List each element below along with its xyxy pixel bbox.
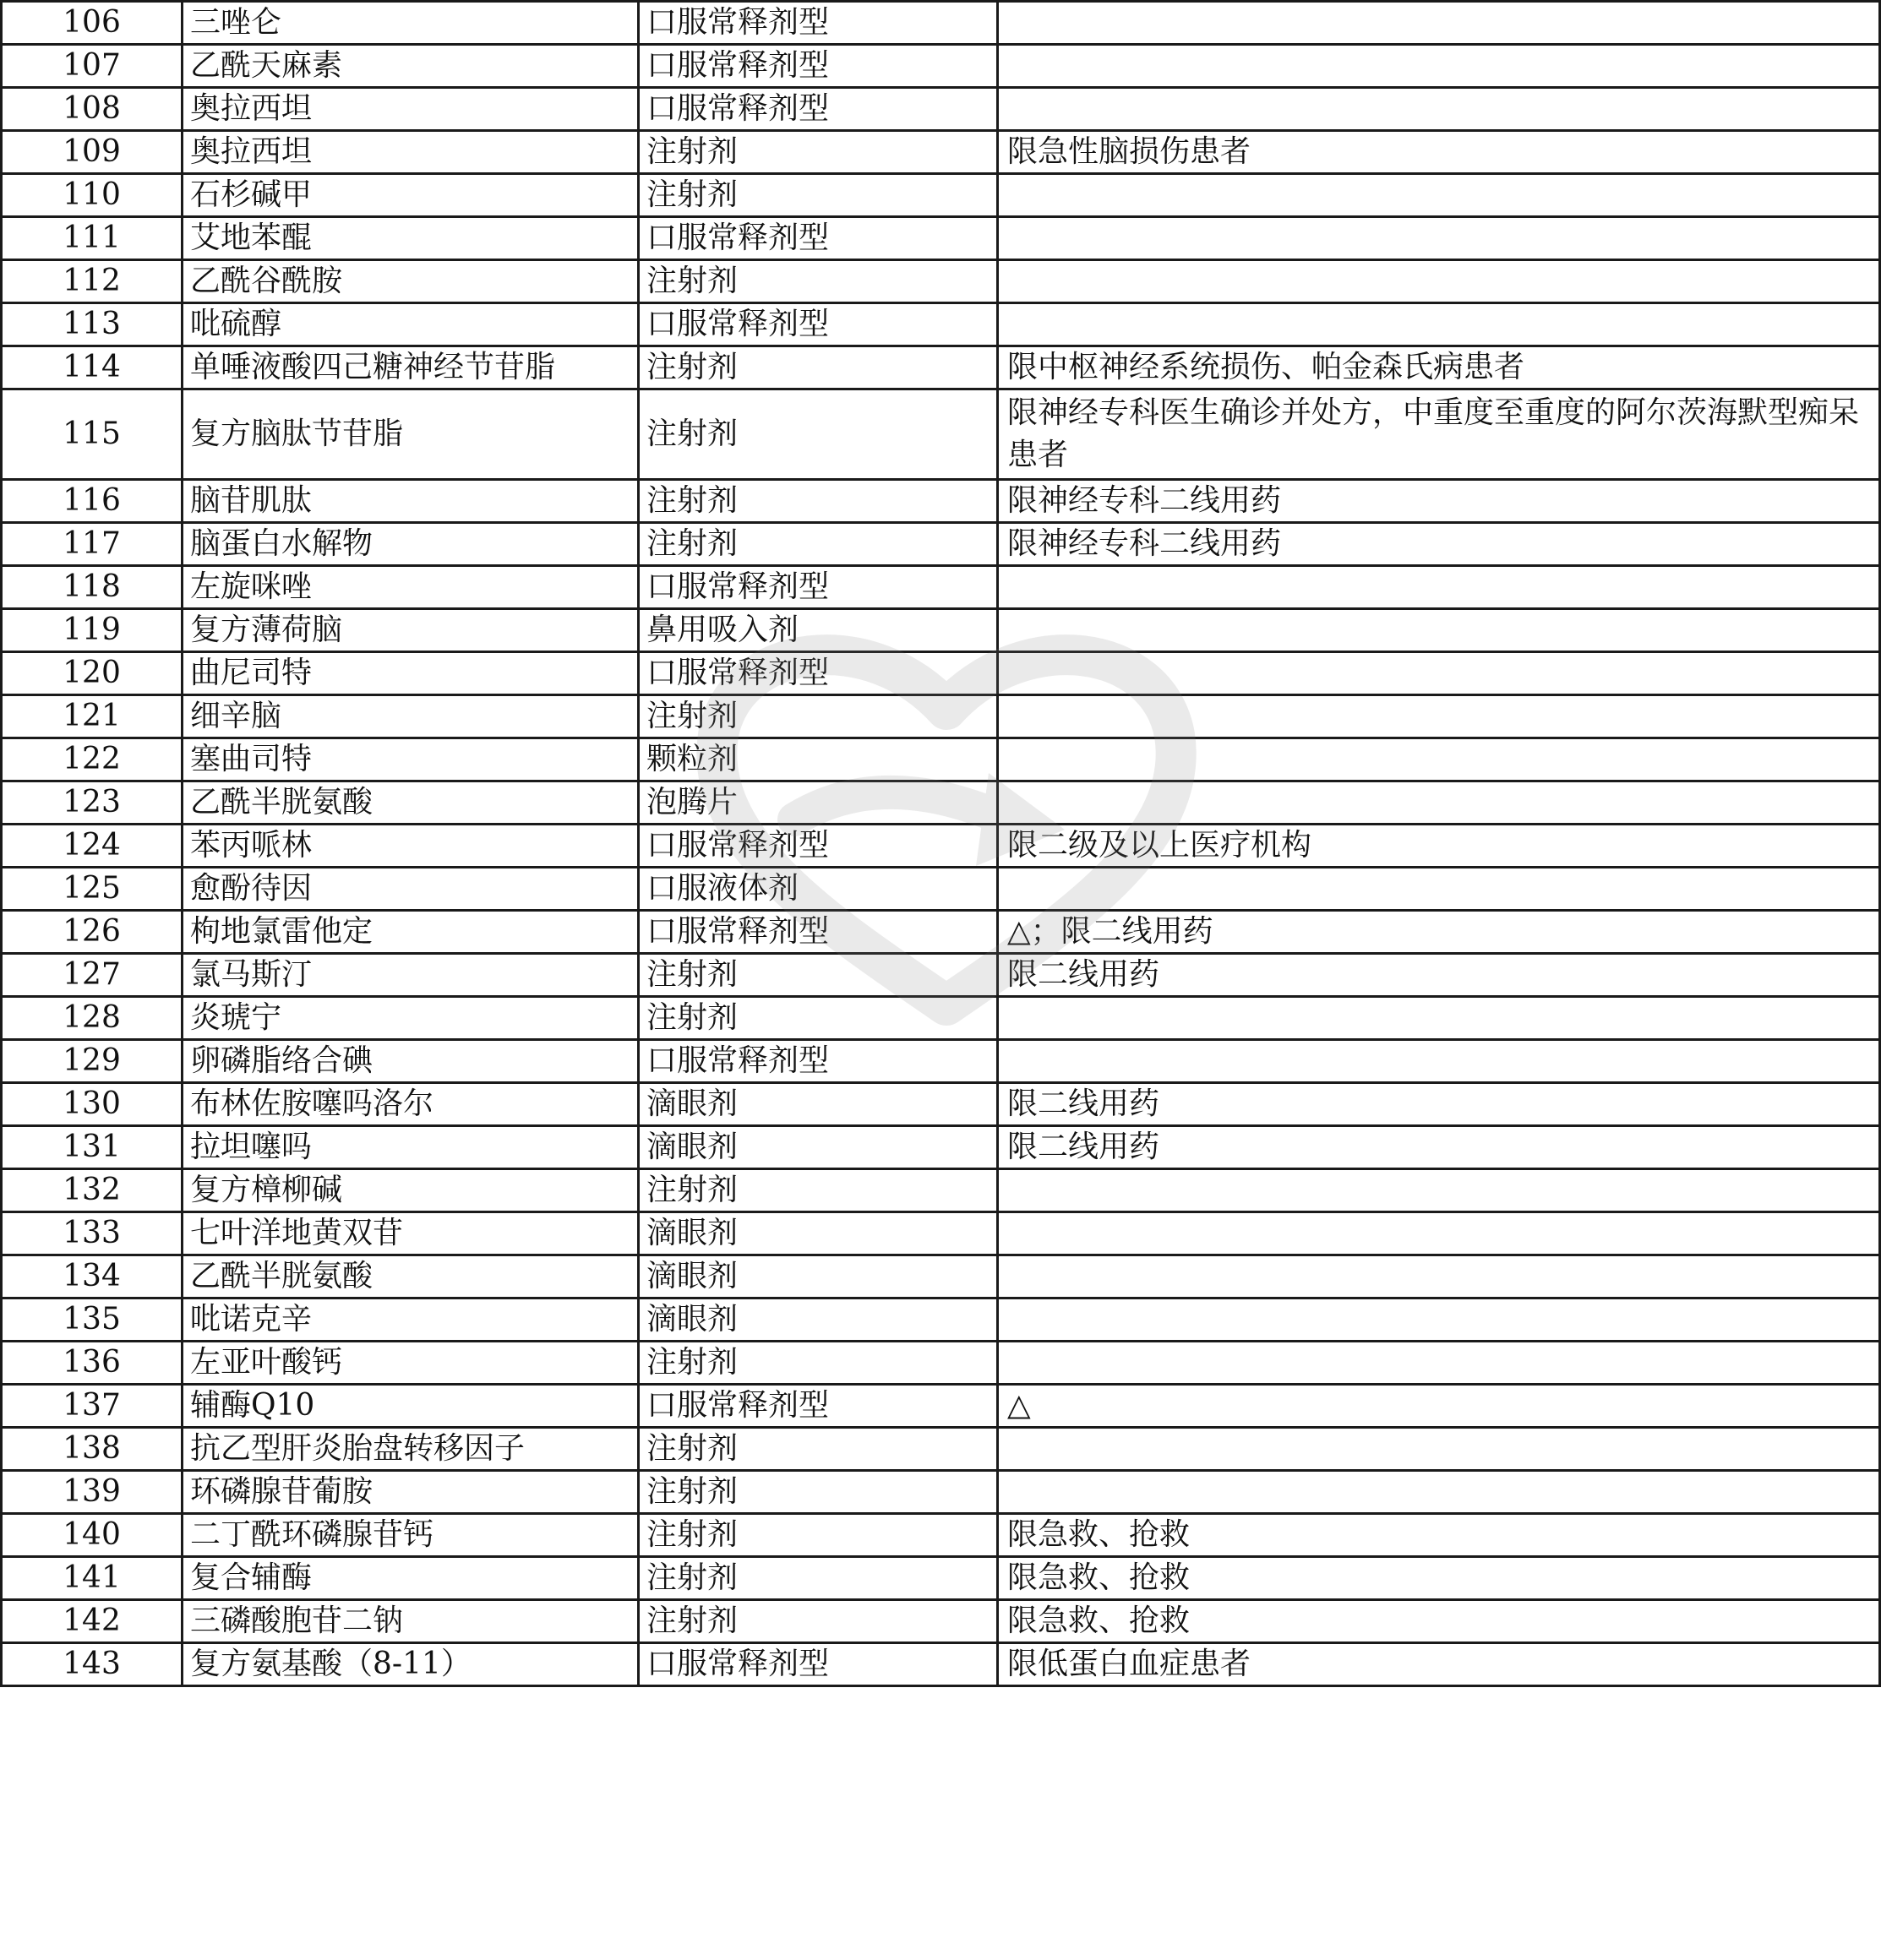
restriction-note-cell <box>998 997 1880 1040</box>
row-number-cell: 137 <box>2 1385 183 1428</box>
restriction-note-cell <box>998 88 1880 131</box>
drug-name-cell: 复方薄荷脑 <box>183 609 639 652</box>
table-row <box>2 45 1880 88</box>
drug-name-cell: 艾地苯醌 <box>183 217 639 260</box>
restriction-note-cell <box>998 1298 1880 1342</box>
drug-name-cell: 石杉碱甲 <box>183 174 639 217</box>
table-row <box>2 609 1880 652</box>
row-number-cell: 122 <box>2 738 183 781</box>
dosage-form-cell: 口服常释剂型 <box>639 652 998 695</box>
table-row <box>2 303 1880 346</box>
table-row <box>2 868 1880 911</box>
restriction-note-cell: △ <box>998 1385 1880 1428</box>
dosage-form-cell: 口服常释剂型 <box>639 825 998 868</box>
dosage-form-cell: 口服常释剂型 <box>639 911 998 954</box>
dosage-form-cell: 注射剂 <box>639 1514 998 1557</box>
table-row <box>2 1342 1880 1385</box>
table-row <box>2 88 1880 131</box>
table-row <box>2 480 1880 523</box>
row-number-cell: 106 <box>2 2 183 45</box>
drug-name-cell: 曲尼司特 <box>183 652 639 695</box>
drug-name-cell: 吡硫醇 <box>183 303 639 346</box>
restriction-note-cell <box>998 1212 1880 1255</box>
dosage-form-cell: 注射剂 <box>639 954 998 997</box>
drug-name-cell: 乙酰半胱氨酸 <box>183 1255 639 1298</box>
drug-name-cell: 脑苷肌肽 <box>183 480 639 523</box>
dosage-form-cell: 口服常释剂型 <box>639 1040 998 1083</box>
table-row <box>2 566 1880 609</box>
dosage-form-cell: 滴眼剂 <box>639 1126 998 1169</box>
table-row <box>2 1557 1880 1600</box>
drug-name-cell: 复方樟柳碱 <box>183 1169 639 1212</box>
restriction-note-cell: 限急性脑损伤患者 <box>998 131 1880 174</box>
table-row <box>2 523 1880 566</box>
drug-name-cell: 炎琥宁 <box>183 997 639 1040</box>
restriction-note-cell <box>998 2 1880 45</box>
row-number-cell: 134 <box>2 1255 183 1298</box>
restriction-note-cell: △；限二线用药 <box>998 911 1880 954</box>
table-row <box>2 652 1880 695</box>
restriction-note-cell <box>998 566 1880 609</box>
dosage-form-cell: 口服常释剂型 <box>639 217 998 260</box>
table-row <box>2 1298 1880 1342</box>
dosage-form-cell: 注射剂 <box>639 346 998 389</box>
table-row <box>2 2 1880 45</box>
table-row <box>2 1643 1880 1686</box>
row-number-cell: 116 <box>2 480 183 523</box>
restriction-note-cell <box>998 1428 1880 1471</box>
row-number-cell: 110 <box>2 174 183 217</box>
row-number-cell: 135 <box>2 1298 183 1342</box>
drug-name-cell: 乙酰谷酰胺 <box>183 260 639 303</box>
drug-name-cell: 左亚叶酸钙 <box>183 1342 639 1385</box>
dosage-form-cell: 注射剂 <box>639 1342 998 1385</box>
restriction-note-cell: 限急救、抢救 <box>998 1600 1880 1643</box>
table-row <box>2 997 1880 1040</box>
restriction-note-cell <box>998 652 1880 695</box>
restriction-note-cell: 限急救、抢救 <box>998 1514 1880 1557</box>
row-number-cell: 127 <box>2 954 183 997</box>
restriction-note-cell <box>998 174 1880 217</box>
drug-name-cell: 卵磷脂络合碘 <box>183 1040 639 1083</box>
dosage-form-cell: 注射剂 <box>639 1428 998 1471</box>
restriction-note-cell <box>998 868 1880 911</box>
row-number-cell: 141 <box>2 1557 183 1600</box>
table-row <box>2 217 1880 260</box>
restriction-note-cell: 限低蛋白血症患者 <box>998 1643 1880 1686</box>
dosage-form-cell: 注射剂 <box>639 1600 998 1643</box>
dosage-form-cell: 泡腾片 <box>639 781 998 825</box>
row-number-cell: 143 <box>2 1643 183 1686</box>
row-number-cell: 111 <box>2 217 183 260</box>
row-number-cell: 142 <box>2 1600 183 1643</box>
drug-name-cell: 辅酶Q10 <box>183 1385 639 1428</box>
table-row <box>2 174 1880 217</box>
restriction-note-cell: 限二线用药 <box>998 1083 1880 1126</box>
drug-name-cell: 枸地氯雷他定 <box>183 911 639 954</box>
drug-name-cell: 抗乙型肝炎胎盘转移因子 <box>183 1428 639 1471</box>
restriction-note-cell: 限神经专科二线用药 <box>998 480 1880 523</box>
row-number-cell: 115 <box>2 389 183 480</box>
restriction-note-cell: 限二线用药 <box>998 954 1880 997</box>
restriction-note-cell: 限急救、抢救 <box>998 1557 1880 1600</box>
table-row <box>2 1040 1880 1083</box>
dosage-form-cell: 注射剂 <box>639 523 998 566</box>
table-row <box>2 1514 1880 1557</box>
drug-name-cell: 左旋咪唑 <box>183 566 639 609</box>
row-number-cell: 123 <box>2 781 183 825</box>
dosage-form-cell: 注射剂 <box>639 1169 998 1212</box>
drug-name-cell: 复方氨基酸（8-11） <box>183 1643 639 1686</box>
row-number-cell: 119 <box>2 609 183 652</box>
table-row <box>2 1385 1880 1428</box>
drug-name-cell: 乙酰天麻素 <box>183 45 639 88</box>
dosage-form-cell: 滴眼剂 <box>639 1212 998 1255</box>
table-row <box>2 1255 1880 1298</box>
dosage-form-cell: 口服常释剂型 <box>639 1643 998 1686</box>
row-number-cell: 120 <box>2 652 183 695</box>
table-row <box>2 1169 1880 1212</box>
drug-name-cell: 单唾液酸四己糖神经节苷脂 <box>183 346 639 389</box>
dosage-form-cell: 滴眼剂 <box>639 1255 998 1298</box>
drug-name-cell: 吡诺克辛 <box>183 1298 639 1342</box>
dosage-form-cell: 注射剂 <box>639 997 998 1040</box>
table-row <box>2 1471 1880 1514</box>
drug-name-cell: 苯丙哌林 <box>183 825 639 868</box>
row-number-cell: 113 <box>2 303 183 346</box>
drug-name-cell: 塞曲司特 <box>183 738 639 781</box>
restriction-note-cell: 限神经专科医生确诊并处方，中重度至重度的阿尔茨海默型痴呆患者 <box>998 389 1880 480</box>
row-number-cell: 117 <box>2 523 183 566</box>
drug-table-body <box>2 2 1880 1686</box>
table-row <box>2 781 1880 825</box>
dosage-form-cell: 口服常释剂型 <box>639 1385 998 1428</box>
table-row <box>2 389 1880 480</box>
drug-name-cell: 细辛脑 <box>183 695 639 738</box>
drug-name-cell: 复合辅酶 <box>183 1557 639 1600</box>
restriction-note-cell: 限二级及以上医疗机构 <box>998 825 1880 868</box>
row-number-cell: 126 <box>2 911 183 954</box>
dosage-form-cell: 口服常释剂型 <box>639 303 998 346</box>
restriction-note-cell <box>998 217 1880 260</box>
restriction-note-cell <box>998 1471 1880 1514</box>
restriction-note-cell <box>998 695 1880 738</box>
table-row <box>2 1083 1880 1126</box>
row-number-cell: 125 <box>2 868 183 911</box>
dosage-form-cell: 口服常释剂型 <box>639 2 998 45</box>
dosage-form-cell: 注射剂 <box>639 389 998 480</box>
restriction-note-cell <box>998 45 1880 88</box>
table-row <box>2 131 1880 174</box>
drug-name-cell: 复方脑肽节苷脂 <box>183 389 639 480</box>
row-number-cell: 121 <box>2 695 183 738</box>
restriction-note-cell <box>998 303 1880 346</box>
dosage-form-cell: 注射剂 <box>639 174 998 217</box>
drug-name-cell: 奥拉西坦 <box>183 88 639 131</box>
drug-name-cell: 拉坦噻吗 <box>183 1126 639 1169</box>
restriction-note-cell <box>998 260 1880 303</box>
dosage-form-cell: 口服常释剂型 <box>639 45 998 88</box>
table-row <box>2 1600 1880 1643</box>
row-number-cell: 139 <box>2 1471 183 1514</box>
drug-name-cell: 脑蛋白水解物 <box>183 523 639 566</box>
table-row <box>2 1428 1880 1471</box>
row-number-cell: 128 <box>2 997 183 1040</box>
drug-name-cell: 二丁酰环磷腺苷钙 <box>183 1514 639 1557</box>
table-row <box>2 260 1880 303</box>
row-number-cell: 133 <box>2 1212 183 1255</box>
dosage-form-cell: 口服液体剂 <box>639 868 998 911</box>
dosage-form-cell: 口服常释剂型 <box>639 566 998 609</box>
drug-name-cell: 七叶洋地黄双苷 <box>183 1212 639 1255</box>
restriction-note-cell <box>998 1040 1880 1083</box>
drug-name-cell: 奥拉西坦 <box>183 131 639 174</box>
restriction-note-cell <box>998 781 1880 825</box>
row-number-cell: 132 <box>2 1169 183 1212</box>
drug-name-cell: 氯马斯汀 <box>183 954 639 997</box>
dosage-form-cell: 注射剂 <box>639 1471 998 1514</box>
dosage-form-cell: 注射剂 <box>639 1557 998 1600</box>
row-number-cell: 114 <box>2 346 183 389</box>
row-number-cell: 136 <box>2 1342 183 1385</box>
restriction-note-cell <box>998 1169 1880 1212</box>
restriction-note-cell <box>998 609 1880 652</box>
dosage-form-cell: 口服常释剂型 <box>639 88 998 131</box>
dosage-form-cell: 注射剂 <box>639 260 998 303</box>
row-number-cell: 109 <box>2 131 183 174</box>
dosage-form-cell: 滴眼剂 <box>639 1298 998 1342</box>
row-number-cell: 140 <box>2 1514 183 1557</box>
dosage-form-cell: 滴眼剂 <box>639 1083 998 1126</box>
drug-name-cell: 环磷腺苷葡胺 <box>183 1471 639 1514</box>
drug-name-cell: 三唑仑 <box>183 2 639 45</box>
dosage-form-cell: 注射剂 <box>639 695 998 738</box>
drug-name-cell: 愈酚待因 <box>183 868 639 911</box>
row-number-cell: 129 <box>2 1040 183 1083</box>
row-number-cell: 107 <box>2 45 183 88</box>
restriction-note-cell: 限神经专科二线用药 <box>998 523 1880 566</box>
row-number-cell: 112 <box>2 260 183 303</box>
table-row <box>2 1212 1880 1255</box>
table-row <box>2 695 1880 738</box>
table-row <box>2 738 1880 781</box>
restriction-note-cell <box>998 1342 1880 1385</box>
table-row <box>2 954 1880 997</box>
row-number-cell: 108 <box>2 88 183 131</box>
row-number-cell: 138 <box>2 1428 183 1471</box>
row-number-cell: 131 <box>2 1126 183 1169</box>
row-number-cell: 124 <box>2 825 183 868</box>
dosage-form-cell: 鼻用吸入剂 <box>639 609 998 652</box>
restriction-note-cell <box>998 738 1880 781</box>
table-row <box>2 825 1880 868</box>
restriction-note-cell: 限中枢神经系统损伤、帕金森氏病患者 <box>998 346 1880 389</box>
table-row <box>2 911 1880 954</box>
table-row <box>2 346 1880 389</box>
dosage-form-cell: 注射剂 <box>639 131 998 174</box>
restriction-note-cell <box>998 1255 1880 1298</box>
drug-name-cell: 乙酰半胱氨酸 <box>183 781 639 825</box>
drug-name-cell: 布林佐胺噻吗洛尔 <box>183 1083 639 1126</box>
row-number-cell: 130 <box>2 1083 183 1126</box>
row-number-cell: 118 <box>2 566 183 609</box>
dosage-form-cell: 颗粒剂 <box>639 738 998 781</box>
drug-name-cell: 三磷酸胞苷二钠 <box>183 1600 639 1643</box>
dosage-form-cell: 注射剂 <box>639 480 998 523</box>
table-row <box>2 1126 1880 1169</box>
restriction-note-cell: 限二线用药 <box>998 1126 1880 1169</box>
